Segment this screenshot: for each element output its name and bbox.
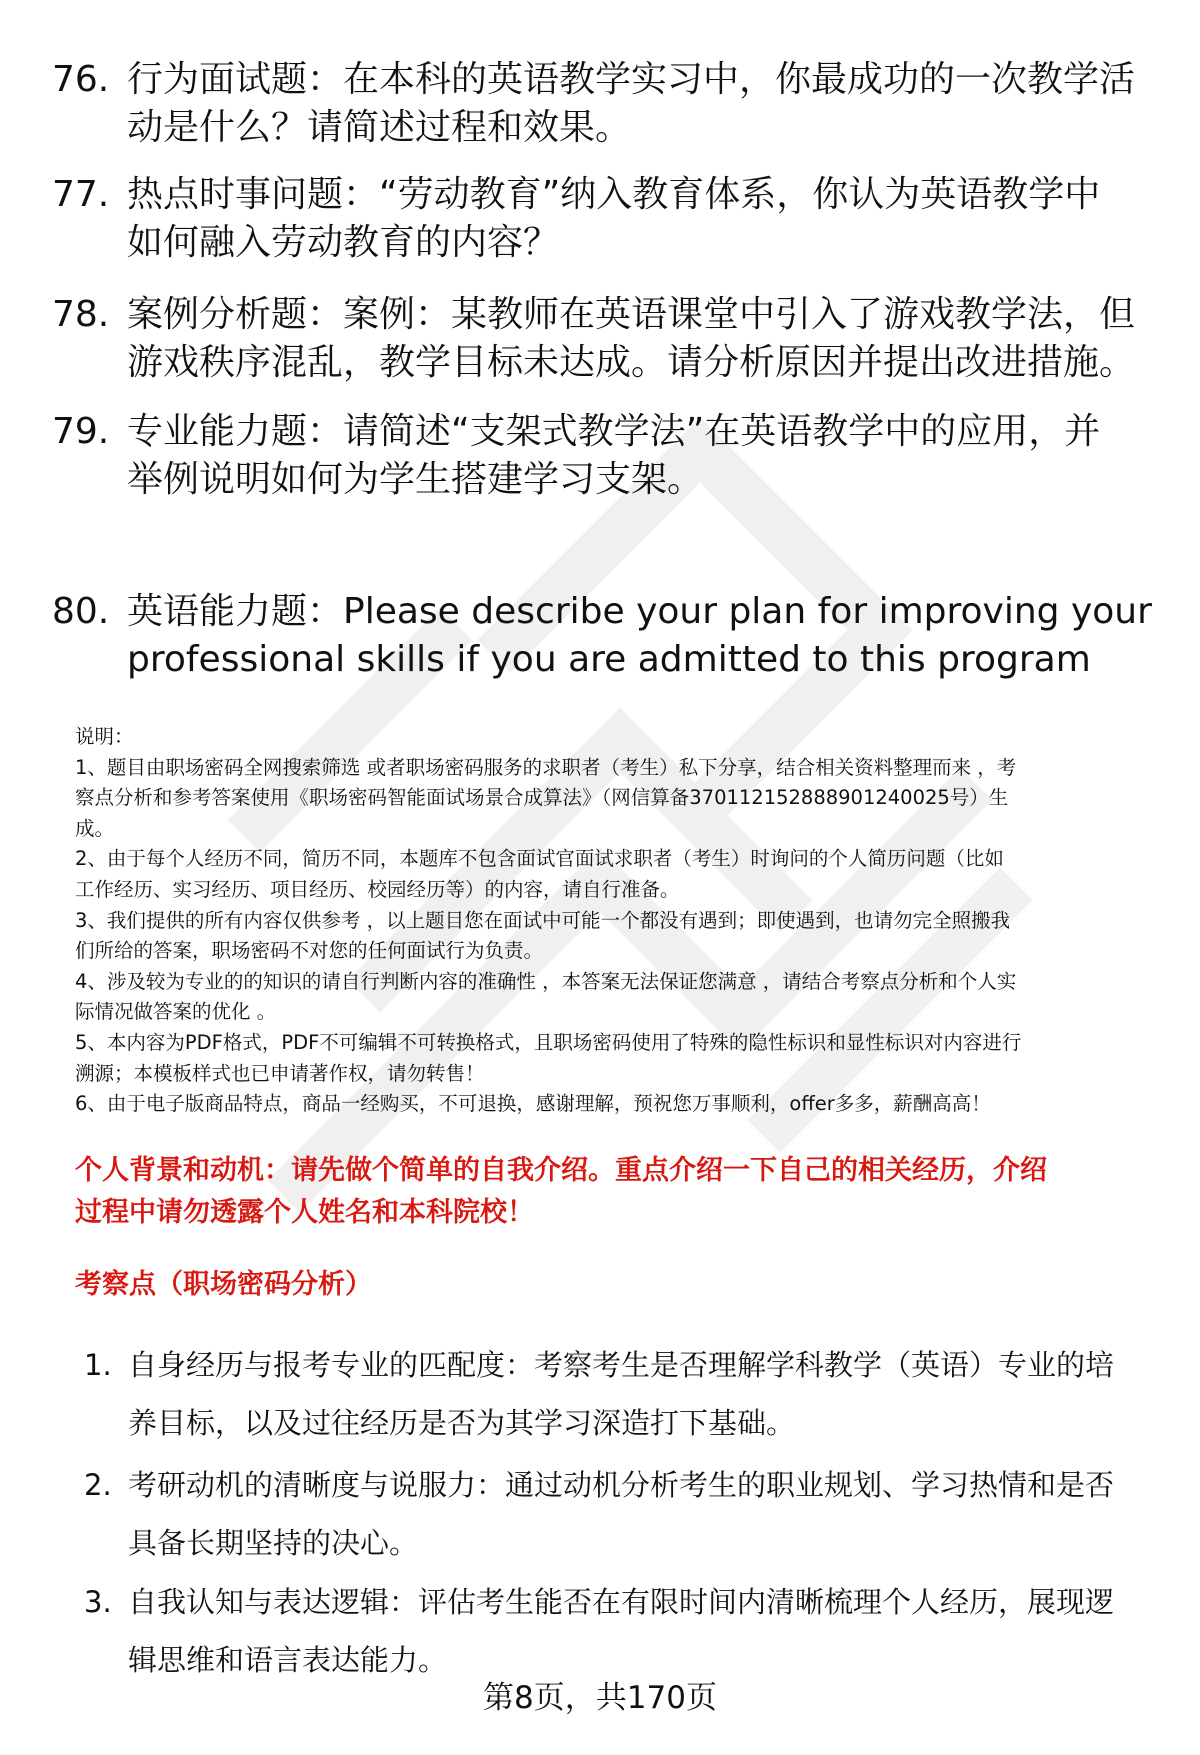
question-number: 79. [52, 411, 110, 452]
notes-line: 5、本内容为PDF格式，PDF不可编辑不可转换格式，且职场密码使用了特殊的隐性标识和显性标识对内容进行 [75, 1030, 1022, 1054]
notes-line: 察点分析和参考答案使用《职场密码智能面试场景合成算法》（网信算备370112152888901240025号）生 [75, 786, 1009, 810]
page-number: 第8页，共170页 [483, 1680, 717, 1716]
focus-point-text: 考研动机的清晰度与说服力：通过动机分析考生的职业规划、学习热情和是否 具备长期坚持的决心。 [128, 1468, 1115, 1560]
focus-point-text: 自我认知与表达逻辑：评估考生能否在有限时间内清晰梳理个人经历，展现逻 辑思维和语言表达能力。 [128, 1585, 1115, 1677]
question-text: 案例分析题：案例：某教师在英语课堂中引入了游戏教学法，但 游戏秩序混乱，教学目标未达成。请分析原因并提出改进措施。 [127, 294, 1136, 383]
notes-line: 1、题目由职场密码全网搜索筛选 或者职场密码服务的求职者（考生）私下分享，结合相关资料整理而来 ，考 [75, 755, 1017, 779]
notes-line: 成。 [75, 816, 115, 840]
question-text: 行为面试题：在本科的英语教学实习中，你最成功的一次教学活 动是什么？请简述过程和效果。 [127, 59, 1136, 148]
notes-section [75, 722, 1165, 1120]
notes-line: 6、由于电子版商品特点，商品一经购买，不可退换，感谢理解，预祝您万事顺利，offer多多，薪酬高高！ [75, 1092, 991, 1116]
focus-point-text: 自身经历与报考专业的匹配度：考察考生是否理解学科教学（英语）专业的培 养目标，以及过往经历是否为其学习深造打下基础。 [128, 1348, 1115, 1440]
focus-heading: 考察点（职场密码分析） [75, 1269, 372, 1300]
focus-point-number: 3. [84, 1585, 112, 1619]
question-text: 英语能力题：Please describe your plan for improving your professional skills if you are admitted to this program [127, 591, 1152, 680]
notes-title: 说明： [75, 725, 134, 748]
focus-point-number: 2. [84, 1468, 112, 1502]
question-number: 77. [52, 174, 110, 215]
background-question: 个人背景和动机：请先做个简单的自我介绍。重点介绍一下自己的相关经历，介绍 过程中请勿透露个人姓名和本科院校！ [75, 1155, 1047, 1228]
focus-point-number: 1. [84, 1348, 112, 1382]
question-number: 78. [52, 294, 110, 335]
question-text: 专业能力题：请简述“支架式教学法”在英语教学中的应用，并 举例说明如何为学生搭建学习支架。 [127, 411, 1101, 500]
notes-line: 们所给的答案，职场密码不对您的任何面试行为负责。 [75, 939, 544, 963]
notes-line: 2、由于每个人经历不同，简历不同，本题库不包含面试官面试求职者（考生）时询问的个人简历问题（比如 [75, 847, 1004, 871]
question-number: 80. [52, 591, 110, 632]
notes-line: 工作经历、实习经历、项目经历、校园经历等）的内容，请自行准备。 [75, 877, 680, 901]
notes-line: 4、涉及较为专业的的知识的请自行判断内容的准确性 ，本答案无法保证您满意 ，请结合考察点分析和个人实 [75, 969, 1017, 993]
question-text: 热点时事问题：“劳动教育”纳入教育体系，你认为英语教学中 如何融入劳动教育的内容？ [127, 174, 1101, 263]
notes-line: 3、我们提供的所有内容仅供参考 ，以上题目您在面试中可能一个都没有遇到；即使遇到，也请勿完全照搬我 [75, 908, 1011, 932]
question-number: 76. [52, 59, 110, 100]
notes-line: 际情况做答案的优化 。 [75, 1000, 277, 1024]
notes-line: 溯源；本模板样式也已申请著作权，请勿转售！ [75, 1061, 485, 1085]
